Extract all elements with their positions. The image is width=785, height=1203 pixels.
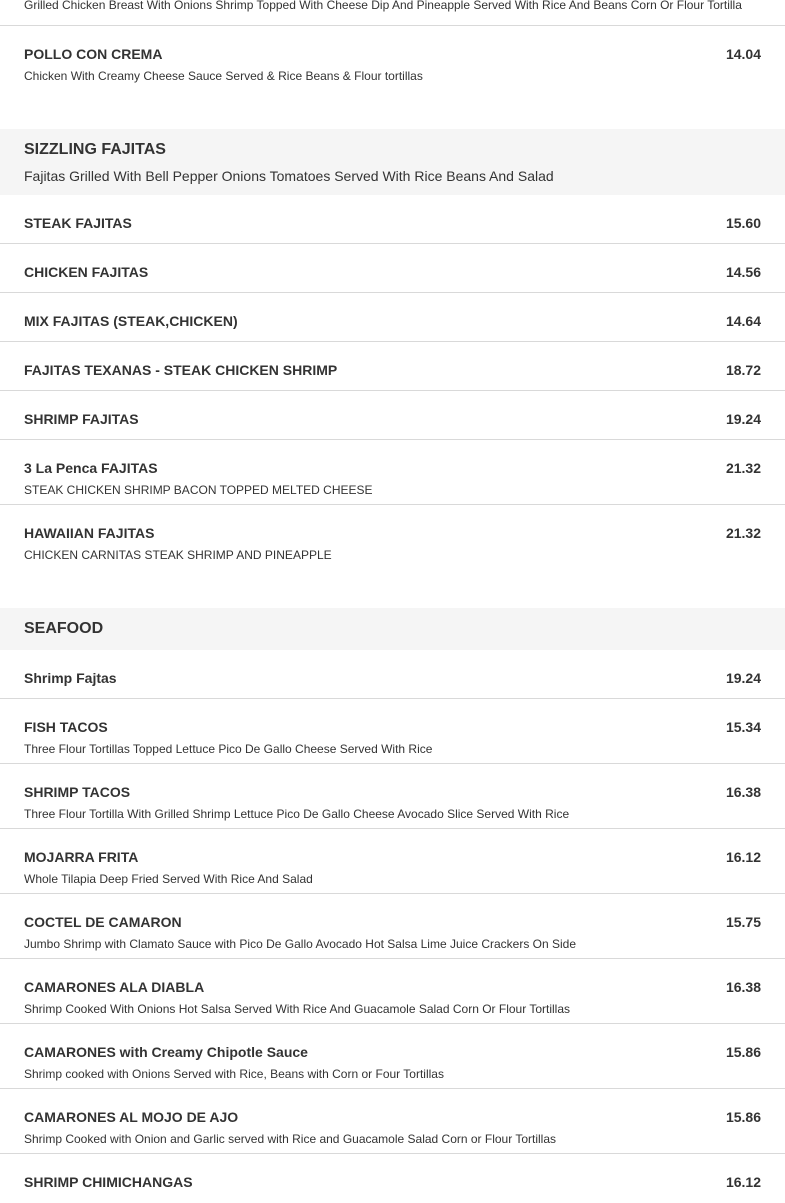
menu-item[interactable] (0, 0, 785, 26)
item-description: Three Flour Tortilla With Grilled Shrimp Lettuce Pico De Gallo Cheese Avocado Slice Served With Rice (24, 807, 570, 821)
item-name: MOJARRA FRITA (24, 849, 139, 865)
item-price: 16.12 (725, 849, 761, 865)
item-price: 14.04 (725, 46, 761, 62)
item-name: CAMARONES ALA DIABLA (24, 979, 205, 995)
item-description: Shrimp Cooked with Onion and Garlic served with Rice and Guacamole Salad Corn or Flour Tortillas (24, 1132, 557, 1146)
category-header-sizzling-fajitas (0, 129, 785, 195)
item-description: Jumbo Shrimp with Clamato Sauce with Pico De Gallo Avocado Hot Salsa Lime Juice Crackers On Side (24, 937, 577, 951)
menu-item[interactable] (0, 440, 785, 505)
item-name: 3 La Penca FAJITAS (24, 460, 158, 476)
menu-item[interactable] (0, 1154, 785, 1203)
menu-item[interactable] (0, 342, 785, 391)
category-title: SEAFOOD (24, 620, 104, 637)
menu-item[interactable] (0, 1089, 785, 1154)
item-price: 21.32 (725, 525, 761, 541)
item-price: 19.24 (725, 411, 761, 427)
item-name: FISH TACOS (24, 719, 108, 735)
item-name: COCTEL DE CAMARON (24, 914, 182, 930)
menu-item[interactable] (0, 293, 785, 342)
item-price: 14.64 (725, 313, 761, 329)
item-price: 21.32 (725, 460, 761, 476)
menu-item[interactable] (0, 959, 785, 1024)
item-name: CHICKEN FAJITAS (24, 264, 149, 280)
item-name: SHRIMP CHIMICHANGAS (24, 1174, 193, 1190)
menu-item[interactable] (0, 650, 785, 699)
item-description: Grilled Chicken Breast With Onions Shrimp Topped With Cheese Dip And Pineapple Served With Rice And Beans Corn Or Flour Tortilla (24, 0, 742, 12)
item-name: STEAK FAJITAS (24, 215, 132, 231)
item-name: CAMARONES AL MOJO DE AJO (24, 1109, 239, 1125)
item-description: STEAK CHICKEN SHRIMP BACON TOPPED MELTED CHEESE (24, 483, 373, 497)
item-name: SHRIMP TACOS (24, 784, 131, 800)
item-price: 15.86 (725, 1044, 761, 1060)
menu-item[interactable] (0, 1024, 785, 1089)
item-price: 14.56 (725, 264, 761, 280)
item-description: CHICKEN CARNITAS STEAK SHRIMP AND PINEAPPLE (24, 548, 332, 562)
item-description: Chicken With Creamy Cheese Sauce Served & Rice Beans & Flour tortillas (24, 69, 423, 83)
category-description: Fajitas Grilled With Bell Pepper Onions Tomatoes Served With Rice Beans And Salad (24, 168, 554, 184)
item-name: SHRIMP FAJITAS (24, 411, 139, 427)
menu-item-pollo-con-crema[interactable] (0, 26, 785, 129)
menu-item[interactable] (0, 764, 785, 829)
menu-item[interactable] (0, 391, 785, 440)
item-description: Shrimp cooked with Onions Served with Rice, Beans with Corn or Four Tortillas (24, 1067, 444, 1081)
item-price: 16.38 (725, 784, 761, 800)
item-name: HAWAIIAN FAJITAS (24, 525, 155, 541)
item-price: 15.75 (725, 914, 761, 930)
item-price: 15.86 (725, 1109, 761, 1125)
item-name: FAJITAS TEXANAS - STEAK CHICKEN SHRIMP (24, 362, 338, 378)
item-price: 15.60 (725, 215, 761, 231)
item-description: Shrimp Cooked With Onions Hot Salsa Served With Rice And Guacamole Salad Corn Or Flour Tortillas (24, 1002, 571, 1016)
item-name: CAMARONES with Creamy Chipotle Sauce (24, 1044, 308, 1060)
menu-item[interactable] (0, 505, 785, 608)
menu-item[interactable] (0, 699, 785, 764)
item-price: 18.72 (725, 362, 761, 378)
menu-item[interactable] (0, 244, 785, 293)
menu-item[interactable] (0, 829, 785, 894)
item-price: 15.34 (725, 719, 761, 735)
item-price: 16.12 (725, 1174, 761, 1190)
category-title: SIZZLING FAJITAS (24, 141, 166, 158)
item-price: 19.24 (725, 670, 761, 686)
item-name: Shrimp Fajtas (24, 670, 117, 686)
item-description: Three Flour Tortillas Topped Lettuce Pico De Gallo Cheese Served With Rice (24, 742, 433, 756)
item-name: MIX FAJITAS (STEAK,CHICKEN) (24, 313, 238, 329)
item-name: POLLO CON CREMA (24, 46, 163, 62)
menu-item[interactable] (0, 894, 785, 959)
item-description: Whole Tilapia Deep Fried Served With Rice And Salad (24, 872, 313, 886)
item-price: 16.38 (725, 979, 761, 995)
category-header-seafood (0, 608, 785, 650)
menu-item[interactable] (0, 195, 785, 244)
